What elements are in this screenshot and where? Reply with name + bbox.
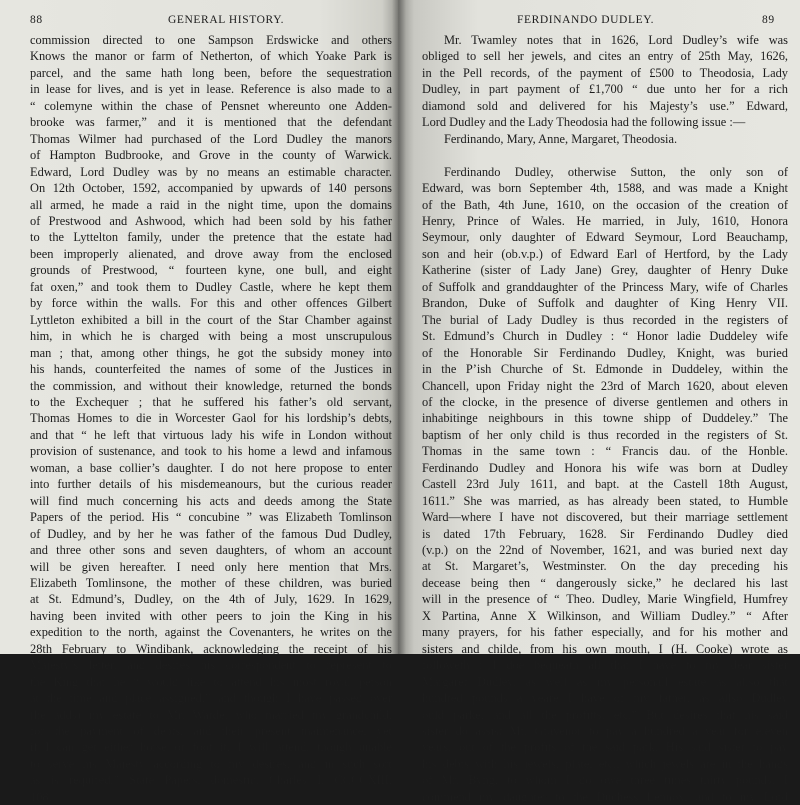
right-page <box>398 0 800 804</box>
text-line: of Hampton Budbrooke, and Grove in the county of Warwick. <box>30 148 392 163</box>
left-page <box>0 0 398 804</box>
text-line: sister do assist Mr. Gravenor to pay a hundred a year for eleven <box>422 724 788 739</box>
text-line: Chancell, upon Friday night the 23rd of March 1620, about eleven <box>422 378 788 393</box>
text-line: Edward, Lord Dudley was by no means an estimable character. <box>30 164 392 179</box>
text-line: fat oxen,” and took them to Dudley Castle, where he kept them <box>30 279 392 294</box>
text-line: (v.p.) on the 22nd of November, 1621, and was buried next day <box>422 543 788 558</box>
left-running-title: GENERAL HISTORY. <box>168 14 285 26</box>
text-line: of Prestwood and Ashwood, which had been sold by his father <box>30 213 392 228</box>
text-line: at the time and place assigned,” and though I have passed over <box>30 691 392 706</box>
text-line: woman, a base collier’s daughter. I do not here propose to enter <box>30 460 392 475</box>
text-line: Margaret Dudley, as well as my personall estate as allso that <box>422 674 788 689</box>
text-line: Edward, was born September 4th, 1588, and was made a Knight <box>422 181 788 196</box>
text-line: brooke was farmer,” and it is mentioned that the defendant <box>30 115 392 130</box>
text-line: 28th February to Windibank, acknowledging the receipt of his <box>30 641 392 656</box>
text-line: at St. Edmund’s, Dudley, on the 4th of July, 1629. In 1629, <box>30 592 392 607</box>
text-line: diamond sold and delivered for his Majesty’s use.” Edward, <box>422 98 788 113</box>
text-line: him, in which he is charged with being a most unscrupulous <box>30 329 392 344</box>
text-line: X Partina, Anne X Wilkinson, and William Dudley.” “ After <box>422 608 788 623</box>
text-line: having been invited with other peers to join the King in his <box>30 608 392 623</box>
text-line: at St. Margaret’s, Westminster. On the day preceding his <box>422 559 788 574</box>
text-line: been improperly alienated, and drove away from the enclosed <box>30 246 392 261</box>
text-line: by force within the walls. For this and other offences Gilbert <box>30 296 392 311</box>
text-line: his debts with his jewels, plate, etc., which jewels are in the hands <box>422 756 788 771</box>
text-line: man ; that, among other things, he got the subsidy money into <box>30 345 392 360</box>
text-line: Ferdinando, Mary, Anne, Margaret, Theodosia. <box>444 131 678 146</box>
text-line: (he adds) my estate to Mr. Warde, who married my grandchild, <box>30 707 392 722</box>
text-line: to the Exchequer ; that he suffered his father’s old servant, <box>30 394 392 409</box>
text-line: years, out of the profits of the said park. His said sister to pay <box>422 740 788 755</box>
text-line: to serve his Majesty according to my desires, and in such sort <box>30 756 392 771</box>
text-line: hundred pounds a yeare I have of my father, as allso Dudley <box>422 691 788 706</box>
text-line: followeth : I doe bequeath all that I have to my dear sister <box>422 658 788 673</box>
text-line: Henry, Prince of Wales. He married, in July, 1610, Honora <box>422 213 788 228</box>
text-line: baptism of her only child is thus recorded in the registers of St. <box>422 427 788 442</box>
left-page-number: 88 <box>30 14 43 26</box>
text-line: Majesty’s letter, and desires his correspondent to represent to <box>30 658 392 673</box>
text-line: of the clocke, in the presence of diverse gentlemen and others in <box>422 394 788 409</box>
text-line: into further details of his misdemeanours, but the curious reader <box>30 477 392 492</box>
text-line: On 12th October, 1592, accompanied by upwards of 140 persons <box>30 181 392 196</box>
text-line: of the Honorable Sir Ferdinando Dudley, Knight, was buried <box>422 345 788 360</box>
left-body-text <box>30 32 392 805</box>
text-line: in the Pell records, of the payment of £500 to Theodosia, Lady <box>422 65 788 80</box>
text-line: decease being then “ dangerously sicke,” he declared his last <box>422 575 788 590</box>
text-line: will be given hereafter. I need only here mention that Mrs. <box>30 559 392 574</box>
text-line: 108. <box>30 789 52 804</box>
text-line: expedition to the north, against the Covenanters, he writes on the <box>30 625 392 640</box>
text-line: as is required.” State Papers, domestic, Charles I. CCCCXIII, <box>30 773 392 788</box>
text-line: Lyttleton exhibited a bill in the court of the Star Chamber against <box>30 312 392 327</box>
text-line: of Suffolk and granddaughter of the Princess Mary, wife of Charles <box>422 279 788 294</box>
text-line: Elizabeth Tomlinsone, the mother of these children, was buried <box>30 575 392 590</box>
text-line: Knows the manor or farm of Netherton, of which Yoake Park is <box>30 49 392 64</box>
text-line: Mr. Twamley notes that in 1626, Lord Dudley’s wife was <box>444 33 788 47</box>
text-line: Thomas Wilmer had purchased of the Lord Dudley the manors <box>30 131 392 146</box>
text-line: will find much concerning his acts and deeds among the State <box>30 493 392 508</box>
text-line: is dated 17th February, 1628. Sir Ferdinando Dudley died <box>422 526 788 541</box>
text-line: and three other sons and seven daughters, of whom an account <box>30 543 392 558</box>
text-line: ould parke, and all the profitts, etc.” But desires that his said <box>422 707 788 722</box>
right-body-text <box>422 32 788 805</box>
text-line: Thomas Homes to die in Worcester Gaol for his lordship’s debts, <box>30 411 392 426</box>
text-line: his hands, counterfeited the names of some of the Justices in <box>30 362 392 377</box>
text-line: many prayers, for his father especially, and for his mother and <box>422 625 788 640</box>
text-line: grounds of Prestwood, “ fourteen kyne, one bull, and eight <box>30 263 392 278</box>
text-line: will in the presence of “ Theo. Dudley, Marie Wingfield, Humfrey <box>422 592 788 607</box>
text-line: commission directed to one Sampson Erdswicke and others <box>30 33 392 47</box>
text-line: inhabitinge neighbours in this towne shipp of Duddeley.” The <box>422 411 788 426</box>
text-line: the commission, and without their knowledge, returned the bonds <box>30 378 392 393</box>
text-line: in the P’ish Churche of St. Edmonde in Duddeley, within the <box>422 362 788 377</box>
right-running-title: FERDINANDO DUDLEY. <box>517 14 655 26</box>
text-line: “ colemyne within the chase of Pensnet whereunto one Adden- <box>30 98 392 113</box>
right-page-number: 89 <box>762 14 775 26</box>
text-line: sisters and childe, from his own mouth, I (H. Cooke) wrote as <box>422 641 788 656</box>
text-line: The burial of Lady Dudley is thus recorded in the registers of <box>422 312 788 327</box>
text-line: for the payment of debts, and their present maintenance, yet <box>30 724 392 739</box>
text-line: parcel, and the same hath long been, before the sequestration <box>30 65 392 80</box>
text-line: 1611.” She was married, as has already been stated, to Humble <box>422 493 788 508</box>
text-line: Ward—where I have not discovered, but their marriage settlement <box>422 510 788 525</box>
text-line: Papers of the period. His “ concubine ” was Elizabeth Tomlinson <box>30 510 392 525</box>
text-line: of the Bath, 4th June, 1610, on the occasion of the creation of <box>422 197 788 212</box>
text-line: obliged to sell her jewels, and cites an entry of 25th May, 1626, <box>422 49 788 64</box>
text-line: Brandon, Duke of Suffolk and daughter of King Henry VII. <box>422 296 788 311</box>
text-line: the King that he “ would like to attend his most royal person <box>30 674 392 689</box>
text-line: son and heir (ob.v.p.) of Edward Earl of Hertford, by the Lady <box>422 246 788 261</box>
text-line: Thomas in the same town : “ Francis dau. of the Honble. <box>422 444 788 459</box>
text-line: to the Lyttelton family, under the pretence that the estate had <box>30 230 392 245</box>
text-line: St. Edmund’s Church in Dudley : “ Honor ladie Duddeley wife <box>422 329 788 344</box>
text-line: of Mr. Byng, to whom I do owe three times thirty pounds. I <box>422 773 788 788</box>
text-line: of Dudley, and by her he was father of the famous Dud Dudley, <box>30 526 392 541</box>
text-line: commend my daughter to the Duchess Lennox, and to my Lord <box>422 789 788 804</box>
book-gutter <box>392 0 406 654</box>
text-line: Lord Dudley and the Lady Theodosia had the following issue :— <box>422 115 746 130</box>
text-line: Seymour, only daughter of Edward Seymour, Lord Beauchamp, <box>422 230 788 245</box>
text-line: Castell 23rd July 1611, and bapt. at the Castell 18th August, <box>422 477 788 492</box>
text-line: provision of sustenance, and took to his home a lewd and infamous <box>30 444 392 459</box>
text-line: Ferdinando Dudley, otherwise Sutton, the only son of <box>444 164 788 179</box>
text-line: if I can get either horse or foot it, I will attend, though unable <box>30 740 392 755</box>
text-line: Ferdinando Dudley and Honora his wife was born at Dudley <box>422 460 788 475</box>
text-line <box>422 147 788 163</box>
text-line: all armed, he made a raid in the night time, upon the domains <box>30 197 392 212</box>
text-line: Katherine (sister of Lady Jane) Grey, daughter of Henry Duke <box>422 263 788 278</box>
text-line: in lease for lives, and is yet in lease. Reference is also made to a <box>30 82 392 97</box>
text-line: and that “ he left that virtuous lady his wife in London without <box>30 427 392 442</box>
text-line: Dudley, in part payment of £1,700 “ due unto her for a rich <box>422 82 788 97</box>
